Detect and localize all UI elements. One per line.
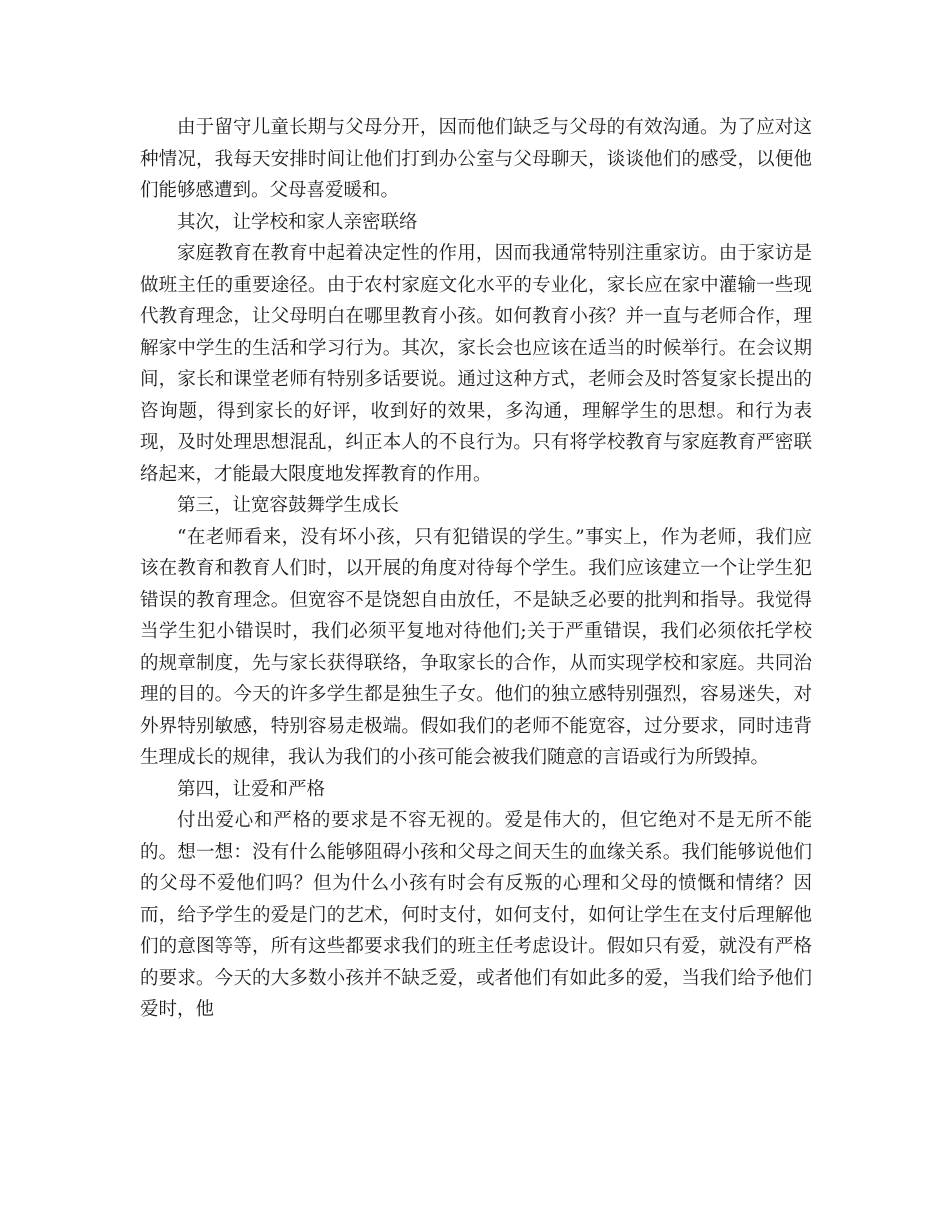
section-heading-school-family: 其次，让学校和家人亲密联络 <box>177 211 418 233</box>
paragraph-tolerance: “在老师看来，没有坏小孩，只有犯错误的学生。”事实上，作为老师，我们应该在教育和教育人们时，以开展的角度对待每个学生。我们应该建立一个让学生犯错误的教育理念。但宽容不是饶恕自由放任，不是缺乏必要的批判和指导。我觉得当学生犯小错误时，我们必须平复地对待他们;关于严重错误，我们必须依托学校的规章制度，先与家长获得联络，争取家长的合作，从而实现学校和家庭。共同治理的目的。今天的许多学生都是独生子女。他们的独立感特别强烈，容易迷失，对外界特别敏感，特别容易走极端。假如我们的老师不能宽容，过分要求，同时违背生理成长的规律，我认为我们的小孩可能会被我们随意的言语或行为所毁掉。 <box>140 526 812 768</box>
paragraph-love-strictness: 付出爱心和严格的要求是不容无视的。爱是伟大的，但它绝对不是无所不能的。想一想：没有什么能够阻碍小孩和父母之间天生的血缘关系。我们能够说他们的父母不爱他们吗？但为什么小孩有时会有反叛的心理和父母的愤慨和情绪？因而，给予学生的爱是门的艺术，何时支付，如何支付，如何让学生在支付后理解他们的意图等等，所有这些都要求我们的班主任考虑设计。假如只有爱，就没有严格的要求。今天的大多数小孩并不缺乏爱，或者他们有如此多的爱，当我们给予他们爱时，他 <box>140 810 812 1020</box>
paragraph-left-behind-children: 由于留守儿童长期与父母分开，因而他们缺乏与父母的有效沟通。为了应对这种情况，我每天安排时间让他们打到办公室与父母聊天，谈谈他们的感受，以便他们能够感遭到。父母喜爱暖和。 <box>140 117 812 201</box>
section-heading-love-strictness: 第四，让爱和严格 <box>177 778 326 800</box>
paragraph-family-education: 家庭教育在教育中起着决定性的作用，因而我通常特别注重家访。由于家访是做班主任的重要途径。由于农村家庭文化水平的专业化，家长应在家中灌输一些现代教育理念，让父母明白在哪里教育小孩。如何教育小孩？并一直与老师合作，理解家中学生的生活和学习行为。其次，家长会也应该在适当的时候举行。在会议期间，家长和课堂老师有特别多话要说。通过这种方式，老师会及时答复家长提出的咨询题，得到家长的好评，收到好的效果，多沟通，理解学生的思想。和行为表现，及时处理思想混乱，纠正本人的不良行为。只有将学校教育与家庭教育严密联络起来，才能最大限度地发挥教育的作用。 <box>140 243 812 485</box>
document-body <box>140 112 812 1026</box>
section-heading-tolerance: 第三，让宽容鼓舞学生成长 <box>177 495 400 516</box>
